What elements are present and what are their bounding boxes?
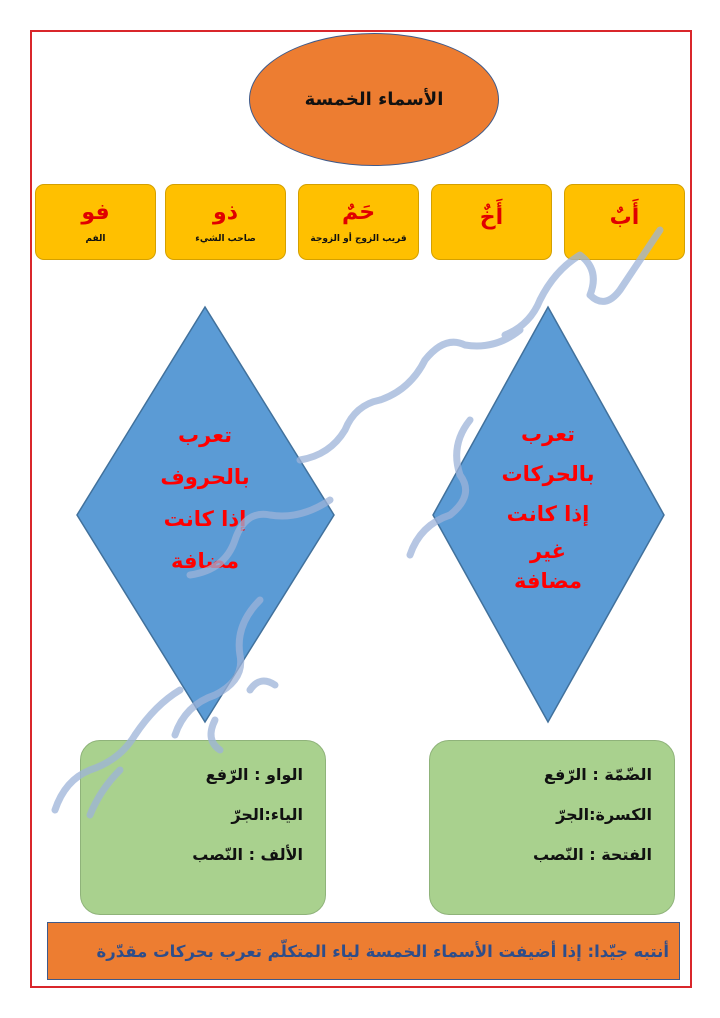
noun-word: حَمٌ (341, 199, 376, 225)
noun-word: أَخٌ (479, 204, 504, 230)
note-text: أنتبه جيّدا: إذا أضيفت الأسماء الخمسة لياء المتكلّم تعرب بحركات مقدّرة (96, 941, 669, 961)
right-diamond-text (480, 414, 616, 594)
left-diamond-line: بالحروف (160, 465, 250, 489)
left-diamond-line: إذا كانت (163, 507, 247, 531)
right-diamond-line: تعرب (521, 422, 575, 446)
left-diamond-text (140, 414, 270, 582)
info-line: الألف : النّصب (192, 845, 303, 864)
note-bar (47, 922, 680, 980)
noun-word: ذو (213, 199, 238, 225)
right-info-box (429, 740, 675, 915)
info-line: الواو : الرّفع (205, 765, 303, 784)
noun-word: أَبٌ (609, 204, 640, 230)
noun-meaning: صاحب الشيء (195, 234, 256, 245)
noun-meaning: قريب الزوج أو الزوجة (310, 234, 407, 245)
info-line: الياء:الجرّ (231, 805, 303, 824)
info-line: الضّمّة : الرّفع (543, 765, 652, 784)
info-line: الفتحة : النّصب (532, 845, 652, 864)
left-diamond-line: مضافة (170, 549, 240, 573)
left-diamond-line: تعرب (178, 423, 232, 447)
right-diamond-line: إذا كانت (506, 502, 590, 526)
left-info-box (80, 740, 326, 915)
right-diamond-line: غير (530, 539, 566, 563)
right-diamond-line: بالحركات (501, 462, 595, 486)
page-title: الأسماء الخمسة (304, 89, 444, 110)
info-line: الكسرة:الجرّ (556, 805, 652, 824)
right-diamond-line: مضافة (513, 569, 583, 593)
noun-word: فو (81, 199, 110, 225)
noun-meaning: الفم (85, 234, 106, 245)
